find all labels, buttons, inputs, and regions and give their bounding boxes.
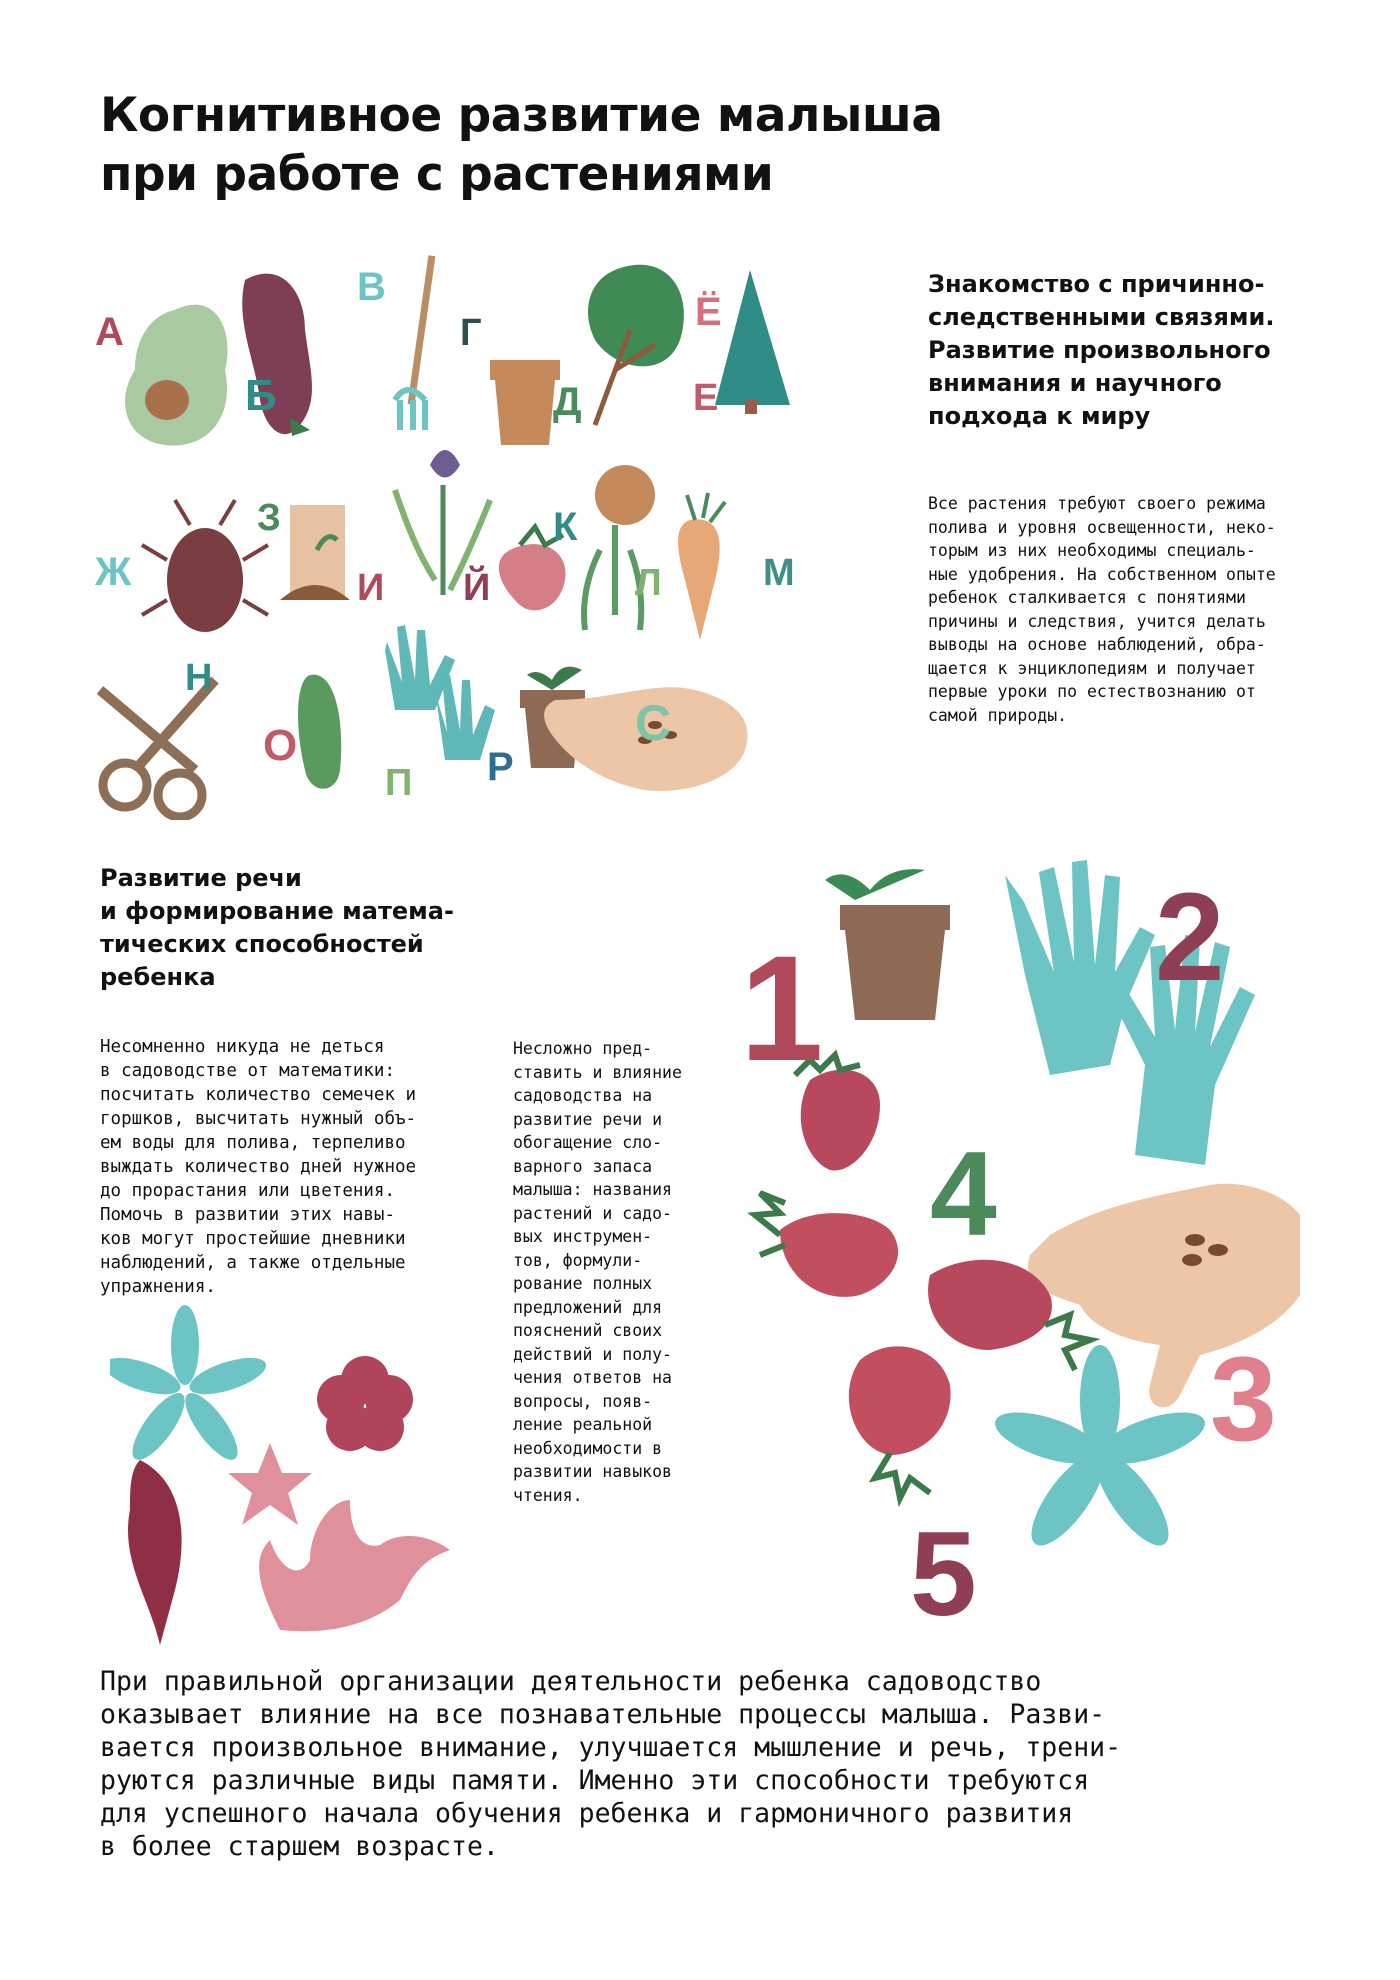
section2-col2-line: развитие речи и bbox=[513, 1109, 663, 1129]
section2-col1-line: ем воды для полива, терпеливо bbox=[100, 1133, 406, 1153]
section2-col2-line: обогащение сло- bbox=[513, 1133, 663, 1152]
section1-body-line: причины и следствия, учится делать bbox=[928, 611, 1266, 631]
section2-col2-line: ставить и влияние bbox=[513, 1062, 682, 1082]
letter-p: П bbox=[385, 762, 413, 804]
section2-col2-line: Несложно пред- bbox=[513, 1039, 653, 1058]
seed-packet-icon bbox=[280, 505, 350, 600]
flowers-illustration bbox=[110, 1300, 470, 1650]
avocado-icon bbox=[125, 305, 228, 446]
letter-k: К bbox=[553, 505, 578, 549]
conclusion-line: в более старшем возрасте. bbox=[100, 1831, 499, 1862]
section2-col2-line: развитии навыков bbox=[513, 1462, 672, 1481]
section2-col1-line: до прорастания или цветения. bbox=[100, 1181, 396, 1201]
section2-column-1 bbox=[100, 1035, 416, 1299]
letter-s: С bbox=[635, 695, 672, 751]
title-line-1: Когнитивное развитие малыша bbox=[100, 88, 943, 143]
digit-5: 5 bbox=[910, 1507, 977, 1635]
section1-heading-line: следственными связями. bbox=[928, 303, 1275, 331]
section2-col2-line: малыша: названия bbox=[513, 1180, 672, 1199]
section2-col1-line: горшков, высчитать нужный объ- bbox=[100, 1109, 417, 1129]
section2-heading-line: Развитие речи bbox=[100, 864, 302, 892]
scissors-icon bbox=[100, 680, 215, 817]
section1-heading bbox=[928, 268, 1274, 433]
section1-body-line: Все растения требуют своего режима bbox=[928, 494, 1266, 513]
seedling-pot-icon bbox=[825, 869, 950, 1020]
letter-z: З bbox=[257, 497, 281, 539]
section2-col2-line: варного запаса bbox=[513, 1156, 653, 1176]
strawberry-icon bbox=[849, 1346, 951, 1498]
section2-heading-line: ребенка bbox=[100, 963, 216, 991]
section2-col2-line: чения ответов на bbox=[513, 1368, 672, 1387]
alphabet-illustration bbox=[95, 250, 855, 820]
section1-heading-line: Развитие произвольного bbox=[928, 336, 1271, 364]
conclusion-line: для успешного начала обучения ребенка и гармоничного развития bbox=[100, 1798, 1074, 1829]
section2-col2-line: действий и полу- bbox=[513, 1344, 672, 1364]
letter-a: А bbox=[95, 310, 124, 354]
section2-col1-line: в садоводстве от математики: bbox=[100, 1061, 396, 1081]
letter-r: Р bbox=[487, 745, 514, 789]
letter-b: Б bbox=[245, 371, 277, 420]
section2-col1-line: посчитать количество семечек и bbox=[100, 1085, 417, 1105]
section2-col2-line: растений и садо- bbox=[513, 1203, 672, 1223]
section2-col1-line: ков могут простейшие дневники bbox=[100, 1229, 406, 1249]
beetle-icon bbox=[142, 500, 268, 632]
strawberry-icon bbox=[755, 1193, 898, 1297]
letter-l: Л bbox=[635, 562, 662, 604]
section2-col2-line: вопросы, появ- bbox=[513, 1391, 653, 1411]
letter-o: О bbox=[263, 721, 298, 770]
numbers-illustration bbox=[740, 855, 1300, 1635]
section2-heading-line: и формирование матема- bbox=[100, 897, 454, 925]
pot-icon bbox=[490, 360, 560, 445]
section2-col1-line: Помочь в развитии этих навы- bbox=[100, 1205, 396, 1225]
fir-tree-icon bbox=[715, 270, 790, 414]
letter-d: Д bbox=[553, 380, 582, 424]
page-title bbox=[100, 86, 943, 204]
letter-zh: Ж bbox=[95, 550, 132, 594]
section2-col2-line: ление реальной bbox=[513, 1415, 653, 1434]
section2-column-2 bbox=[513, 1037, 682, 1507]
letter-n: Н bbox=[185, 657, 213, 699]
section1-body-line: ные удобрения. На собственном опыте bbox=[928, 564, 1276, 584]
section1-body-line: ребенок сталкивается с понятиями bbox=[928, 588, 1246, 607]
title-line-2: при работе с растениями bbox=[100, 147, 774, 202]
section2-col1-line: наблюдений, а также отдельные bbox=[100, 1253, 406, 1273]
cucumber-icon bbox=[298, 675, 341, 789]
section1-body bbox=[928, 492, 1276, 727]
letter-m: М bbox=[763, 552, 795, 594]
conclusion-line: руются различные виды памяти. Именно эти способности требуются bbox=[100, 1765, 1090, 1796]
section1-body-line: самой природы. bbox=[928, 705, 1068, 725]
gloves-icon bbox=[385, 625, 495, 760]
onion-icon bbox=[584, 465, 655, 630]
conclusion-line: оказывает влияние на все познавательные процессы малыша. Разви- bbox=[100, 1699, 1106, 1730]
digit-2: 2 bbox=[1155, 868, 1225, 1007]
section1-heading-line: подхода к миру bbox=[928, 402, 1151, 430]
maroon-leaf-icon bbox=[128, 1460, 182, 1645]
section2-col1-line: Несомненно никуда не деться bbox=[100, 1037, 385, 1057]
section2-col2-line: предложений для bbox=[513, 1297, 663, 1317]
section1-heading-line: Знакомство с причинно- bbox=[928, 270, 1265, 298]
digit-4: 4 bbox=[930, 1127, 997, 1261]
section2-col2-line: садоводства на bbox=[513, 1086, 653, 1105]
letter-g: Г bbox=[460, 312, 482, 354]
pink-lily-icon bbox=[259, 1500, 450, 1631]
section1-body-line: щается к энциклопедиям и получает bbox=[928, 658, 1256, 678]
leafy-tree-icon bbox=[588, 265, 684, 425]
section1-body-line: полива и уровня освещенности, неко- bbox=[928, 517, 1276, 537]
section2-col1-line: упражнения. bbox=[100, 1277, 216, 1297]
carrot-icon bbox=[678, 493, 725, 640]
letter-e: Е bbox=[693, 377, 719, 419]
section2-col2-line: пояснений своих bbox=[513, 1321, 663, 1340]
section2-col2-line: рование полных bbox=[513, 1274, 653, 1293]
letter-iy: Й bbox=[463, 567, 491, 609]
pink-star-flower-icon bbox=[228, 1443, 312, 1525]
digit-3: 3 bbox=[1210, 1332, 1277, 1466]
aqua-flower-icon bbox=[110, 1305, 270, 1467]
conclusion-line: вается произвольное внимание, улучшается мышление и речь, трени- bbox=[100, 1732, 1122, 1763]
section2-col2-line: вых инструмен- bbox=[513, 1227, 653, 1246]
glove-icon bbox=[1005, 860, 1155, 1075]
section1-body-line: торым из них необходимы специаль- bbox=[928, 541, 1256, 560]
section2-col2-line: чтения. bbox=[513, 1485, 583, 1505]
red-flower-icon bbox=[317, 1356, 413, 1451]
section1-heading-line: внимания и научного bbox=[928, 369, 1222, 397]
letter-yo: Ё bbox=[695, 290, 722, 334]
letter-i: И bbox=[357, 567, 385, 609]
section1-body-line: выводы на основе наблюдений, обра- bbox=[928, 635, 1266, 654]
conclusion-line: При правильной организации деятельности ребенка садоводство bbox=[100, 1666, 1042, 1697]
garden-fork-icon bbox=[395, 255, 435, 430]
conclusion-text bbox=[100, 1665, 1121, 1863]
letter-v: В bbox=[357, 265, 386, 309]
digit-1: 1 bbox=[740, 924, 824, 1092]
section2-col2-line: необходимости в bbox=[513, 1438, 663, 1458]
section2-heading bbox=[100, 862, 454, 994]
section2-col1-line: выждать количество дней нужное bbox=[100, 1157, 417, 1177]
section2-col2-line: тов, формули- bbox=[513, 1250, 643, 1270]
section2-heading-line: тических способностей bbox=[100, 930, 424, 958]
section1-body-line: первые уроки по естествознанию от bbox=[928, 682, 1256, 701]
